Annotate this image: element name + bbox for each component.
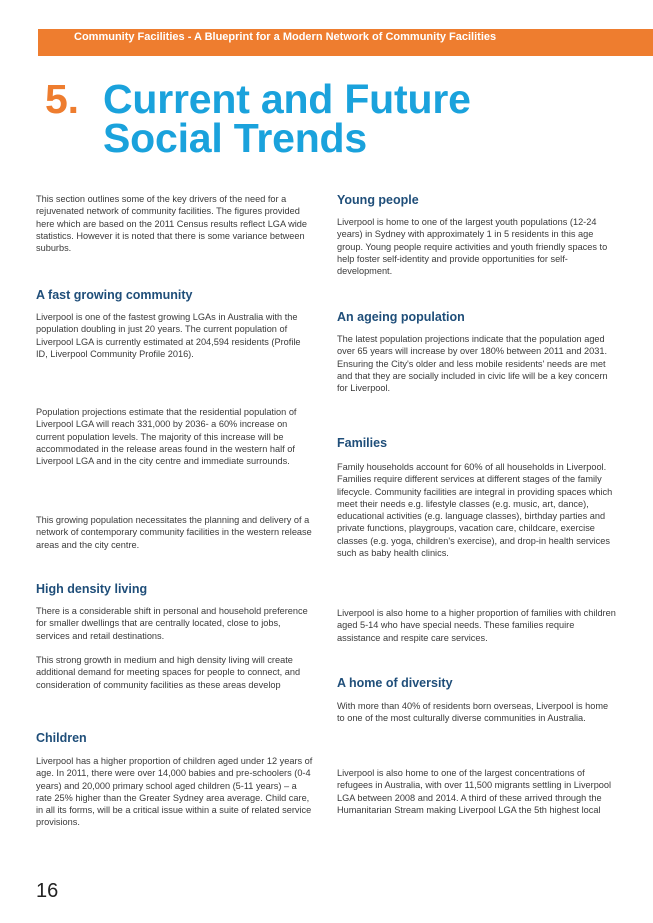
young-people-p1: Liverpool is home to one of the largest youth populations (12-24 years) in Sydney with approximately 1 in 5 residents in this age group. Young people require activities and youth friendly spaces to help foster self-identity and provide opportunities for self-development. (337, 217, 608, 277)
chapter-title-line2: Social Trends (103, 115, 368, 161)
families-p1: Family households account for 60% of all households in Liverpool. Families require different services at different stages of the family lifecycle. Community facilities are integral in providing spaces which meet their needs e.g. lifestyle classes (e.g. music, art, dance), educational activities (e.g. language classes), birthday parties and private functions, playgroups, vacation care, childcare, exercise classes (e.g. yoga, children's exercise), and drop-in health services such as baby health clinics. (337, 462, 613, 559)
children-p1: Liverpool has a higher proportion of children aged under 12 years of age. In 2011, there were over 14,000 babies and pre-schoolers (0-4 years) and 20,000 primary school aged children (5-11 years) – a rate 25% higher than the Greater Sydney area average. Child care, in all its forms, will be a critical issue within a suite of related service provisions. (36, 756, 313, 828)
diversity-p1: With more than 40% of residents born overseas, Liverpool is home to one of the most culturally diverse communities in Australia. (337, 701, 609, 724)
families-p2: Liverpool is also home to a higher proportion of families with children aged 5-14 who have special needs. These families require assistance and respite care services. (337, 608, 616, 643)
intro-paragraph: This section outlines some of the key drivers of the need for a rejuvenated network of community facilities. The figures provided here which are based on the 2011 Census results reflect LGA wide statistics. However it is noted that there is some variance between suburbs. (36, 194, 308, 254)
heading-families: Families (337, 436, 388, 450)
chapter-title-line1: Current and Future (103, 76, 471, 122)
fast-growing-p2: Population projections estimate that the residential population of Liverpool LGA will reach 331,000 by 2036- a 60% increase on current population levels. The majority of this increase will be accommodated in the release areas found in the western half of Liverpool LGA and in the city centre and immediate surrounds. (36, 407, 297, 467)
fast-growing-p1: Liverpool is one of the fastest growing LGAs in Australia with the population doubling in just 20 years. The current population of Liverpool LGA is currently estimated at 204,594 residents (Profile ID, Liverpool Community Profile 2016). (36, 312, 301, 359)
high-density-p2: This strong growth in medium and high density living will create additional demand for meeting spaces for people to connect, and consideration of community facilities as these areas develop (36, 655, 301, 690)
diversity-p2: Liverpool is also home to one of the largest concentrations of refugees in Australia, with over 11,500 migrants settling in Liverpool LGA between 2008 and 2014. A third of these arrived through the Humanitarian Stream making Liverpool LGA the 5th highest local (337, 768, 612, 815)
heading-fast-growing: A fast growing community (36, 288, 193, 302)
high-density-p1: There is a considerable shift in personal and household preference for smaller dwellings that are centrally located, close to jobs, services and retail destinations. (36, 606, 308, 641)
heading-diversity: A home of diversity (337, 676, 453, 690)
heading-young-people: Young people (337, 193, 419, 207)
fast-growing-p3: This growing population necessitates the planning and delivery of a network of contemporary community facilities in the western release areas and the city centre. (36, 515, 312, 550)
header-title: Community Facilities - A Blueprint for a Modern Network of Community Facilities (74, 31, 497, 43)
ageing-p1: The latest population projections indicate that the population aged over 65 years will increase by over 180% between 2011 and 2031. Ensuring the City's older and less mobile residents' needs are met and that they are socially included in civic life will be a key concern for Liverpool. (337, 334, 608, 394)
header-bar (38, 29, 653, 56)
chapter-number: 5. (45, 76, 79, 122)
heading-high-density: High density living (36, 582, 148, 596)
page-number: 16 (36, 880, 59, 902)
chapter-title (45, 76, 471, 161)
heading-ageing: An ageing population (337, 310, 465, 324)
heading-children: Children (36, 731, 87, 745)
